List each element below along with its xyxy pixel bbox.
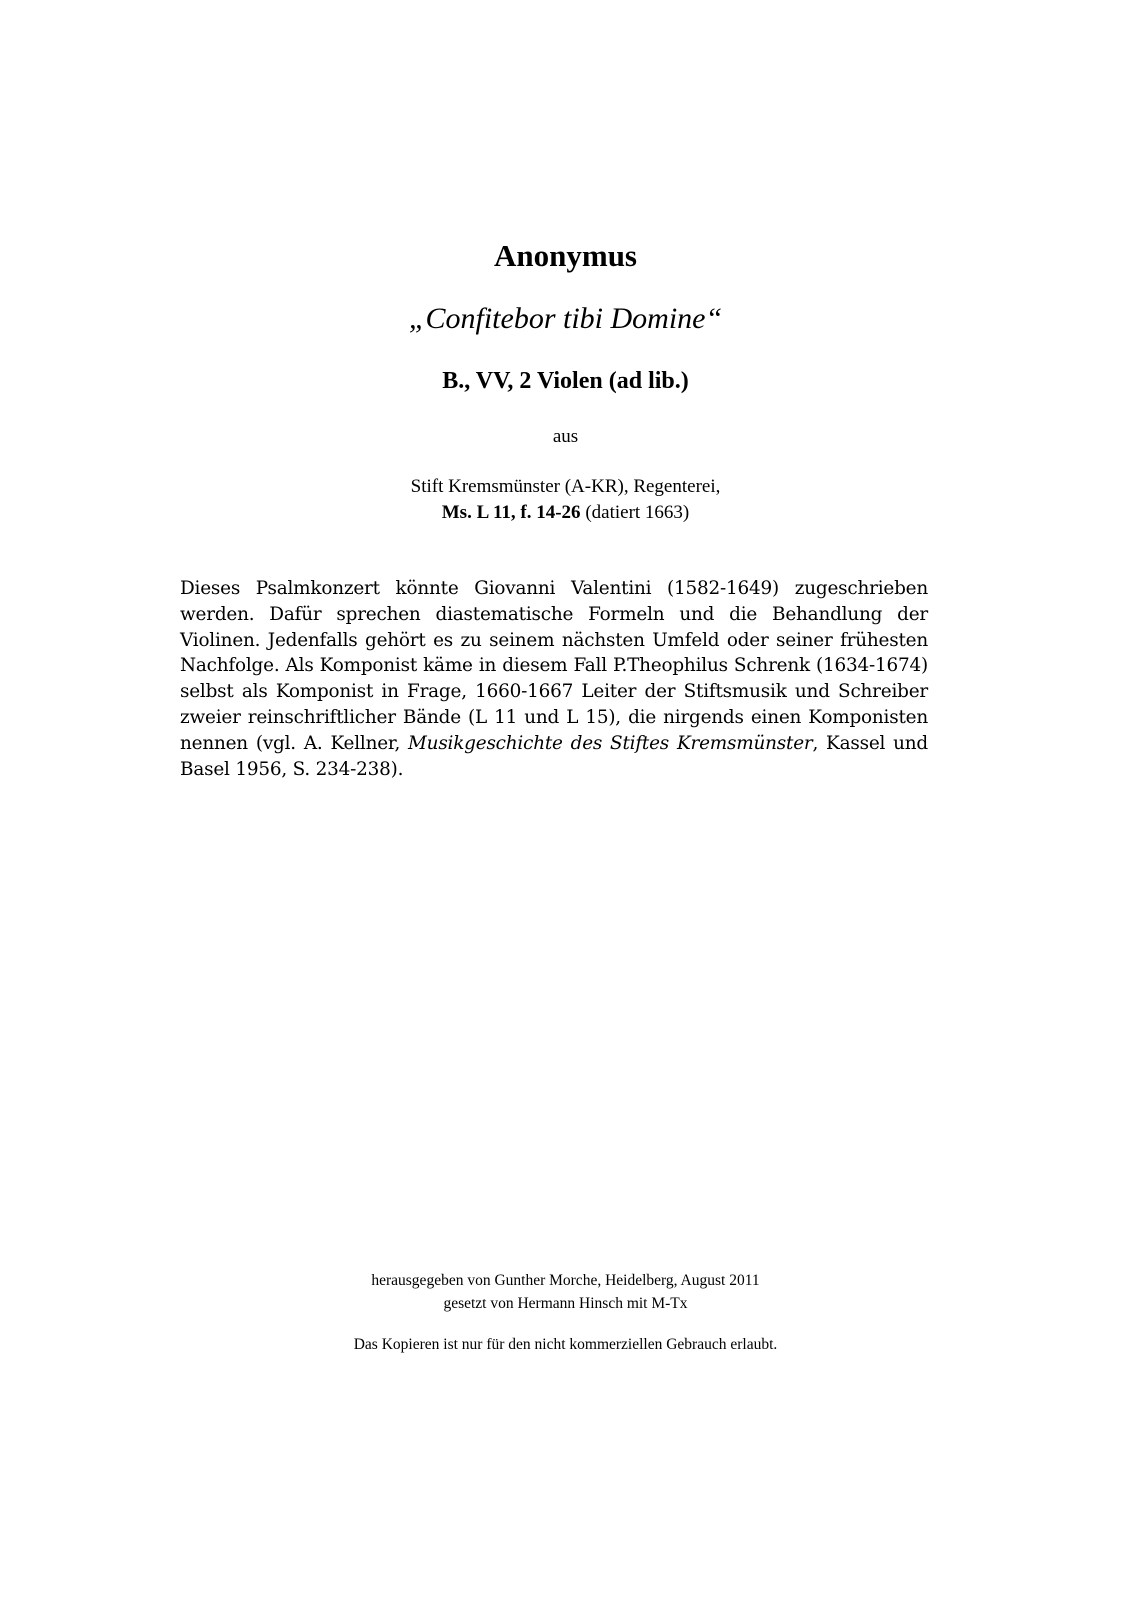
scoring-line: B., VV, 2 Violen (ad lib.) xyxy=(442,368,689,394)
manuscript-shelfmark: Ms. L 11, f. 14-26 xyxy=(441,502,581,523)
from-label: aus xyxy=(552,426,579,447)
description-text-1: Dieses Psalmkonzert könnte Giovanni Valentini (1582-1649) zugeschrieben werden. Dafür sprechen diastematische Formeln und die Behandlung der Violinen. Jedenfalls gehört es zu seinem nächsten Umfeld oder seiner frühesten Nachfolge. Als Komponist käme in diesem Fall P.Theophilus Schrenk (1634-1674) selbst als Komponist in Frage, 1660-1667 Leiter der Stiftsmusik und Schreiber zweier reinschriftlicher Bände (L 11 und L 15), die nirgends einen Komponisten nennen (vgl. A. Kellner, xyxy=(180,578,928,754)
editor-credit: herausgegeben von Gunther Morche, Heidelberg, August 2011 xyxy=(371,1272,760,1289)
source-line-2 xyxy=(0,502,1131,524)
license-note: Das Kopieren ist nur für den nicht kommerziellen Gebrauch erlaubt. xyxy=(353,1336,778,1353)
source-line-1: Stift Kremsmünster (A-KR), Regenterei, xyxy=(410,476,721,497)
composer-heading: Anonymus xyxy=(494,238,637,273)
typesetter-credit: gesetzt von Hermann Hinsch mit M-Tx xyxy=(443,1295,688,1312)
book-title: Musikgeschichte des Stiftes Kremsmünster xyxy=(408,732,813,754)
description-paragraph xyxy=(180,576,928,782)
work-title: „Confitebor tibi Domine“ xyxy=(408,302,723,335)
manuscript-date: (datiert 1663) xyxy=(580,502,690,523)
description-text-2: , Kassel und Basel 1956, S. 234-238). xyxy=(180,732,928,780)
